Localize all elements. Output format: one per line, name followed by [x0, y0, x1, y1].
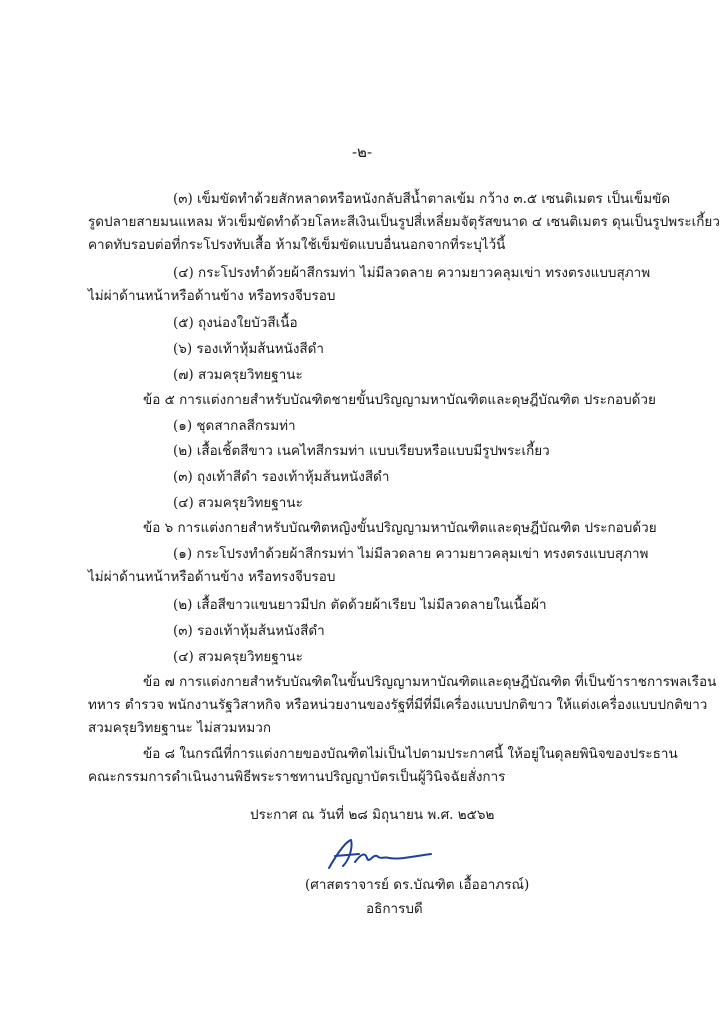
- text-line: ไม่ผ่าด้านหน้าหรือด้านข้าง หรือทรงจีบรอบ: [88, 569, 336, 585]
- text-line: (๔) กระโปรงทำด้วยผ้าสีกรมท่า ไม่มีลวดลาย ความยาวคลุมเข่า ทรงตรงแบบสุภาพ: [173, 265, 651, 281]
- text-line: (๓) รองเท้าหุ้มส้นหนังสีดำ: [173, 623, 325, 639]
- text-line: รูดปลายสายมนแหลม หัวเข็มขัดทำด้วยโลหะสีเงินเป็นรูปสี่เหลี่ยมจัตุรัสขนาด ๔ เซนติเมตร ดุนเป็นรูปพระเกี้ยว: [88, 214, 720, 230]
- text-line: (๗) สวมครุยวิทยฐานะ: [173, 367, 303, 383]
- text-line: (๒) เสื้อสีขาวแขนยาวมีปก ตัดด้วยผ้าเรียบ ไม่มีลวดลายในเนื้อผ้า: [173, 597, 547, 613]
- text-line: คาดทับรอบต่อที่กระโปรงทับเสื้อ ห้ามใช้เข็มขัดแบบอื่นนอกจากที่ระบุไว้นี้: [88, 237, 506, 253]
- text-line: (๖) รองเท้าหุ้มส้นหนังสีดำ: [173, 341, 325, 357]
- signature-icon: [325, 834, 435, 874]
- announcement-date: ประกาศ ณ วันที่ ๒๘ มิถุนายน พ.ศ. ๒๕๖๒: [250, 807, 495, 823]
- clause-heading: ข้อ ๖ การแต่งกายสำหรับบัณฑิตหญิงขั้นปริญญามหาบัณฑิตและดุษฎีบัณฑิต ประกอบด้วย: [143, 520, 657, 536]
- text-line: ทหาร ตำรวจ พนักงานรัฐวิสาหกิจ หรือหน่วยงานของรัฐที่มีที่มีเครื่องแบบปกติขาว ให้แต่งเครื่องแบบปกติขาว: [88, 697, 708, 713]
- signer-name: (ศาสตราจารย์ ดร.บัณฑิต เอื้ออาภรณ์): [305, 877, 530, 893]
- text-line: (๓) เข็มขัดทำด้วยสักหลาดหรือหนังกลับสีน้ำตาลเข้ม กว้าง ๓.๕ เซนติเมตร เป็นเข็มขัด: [173, 191, 671, 207]
- text-line: (๔) สวมครุยวิทยฐานะ: [173, 495, 303, 511]
- text-line: ไม่ผ่าด้านหน้าหรือด้านข้าง หรือทรงจีบรอบ: [88, 288, 336, 304]
- text-line: (๑) ชุดสากลสีกรมท่า: [173, 418, 296, 434]
- text-line: (๓) ถุงเท้าสีดำ รองเท้าหุ้มส้นหนังสีดำ: [173, 469, 390, 485]
- text-line: (๑) กระโปรงทำด้วยผ้าสีกรมท่า ไม่มีลวดลาย ความยาวคลุมเข่า ทรงตรงแบบสุภาพ: [173, 546, 649, 562]
- text-line: (๒) เสื้อเชิ้ตสีขาว เนคไทสีกรมท่า แบบเรียบหรือแบบมีรูปพระเกี้ยว: [173, 443, 550, 459]
- text-line: สวมครุยวิทยฐานะ ไม่สวมหมวก: [88, 720, 272, 736]
- text-line: (๕) ถุงน่องใยบัวสีเนื้อ: [173, 315, 298, 331]
- clause-heading: ข้อ ๗ การแต่งกายสำหรับบัณฑิตในขั้นปริญญามหาบัณฑิตและดุษฎีบัณฑิต ที่เป็นข้าราชการพลเรือน: [143, 674, 717, 690]
- text-line: คณะกรรมการดำเนินงานพิธีพระราชทานปริญญาบัตรเป็นผู้วินิจฉัยสั่งการ: [88, 769, 506, 785]
- signer-title: อธิการบดี: [366, 901, 423, 917]
- clause-heading: ข้อ ๕ การแต่งกายสำหรับบัณฑิตชายขั้นปริญญามหาบัณฑิตและดุษฎีบัณฑิต ประกอบด้วย: [143, 392, 656, 408]
- clause-heading: ข้อ ๘ ในกรณีที่การแต่งกายของบัณฑิตไม่เป็นไปตามประกาศนี้ ให้อยู่ในดุลยพินิจของประธาน: [143, 746, 678, 762]
- page-number: -๒-: [351, 143, 373, 161]
- text-line: (๔) สวมครุยวิทยฐานะ: [173, 649, 303, 665]
